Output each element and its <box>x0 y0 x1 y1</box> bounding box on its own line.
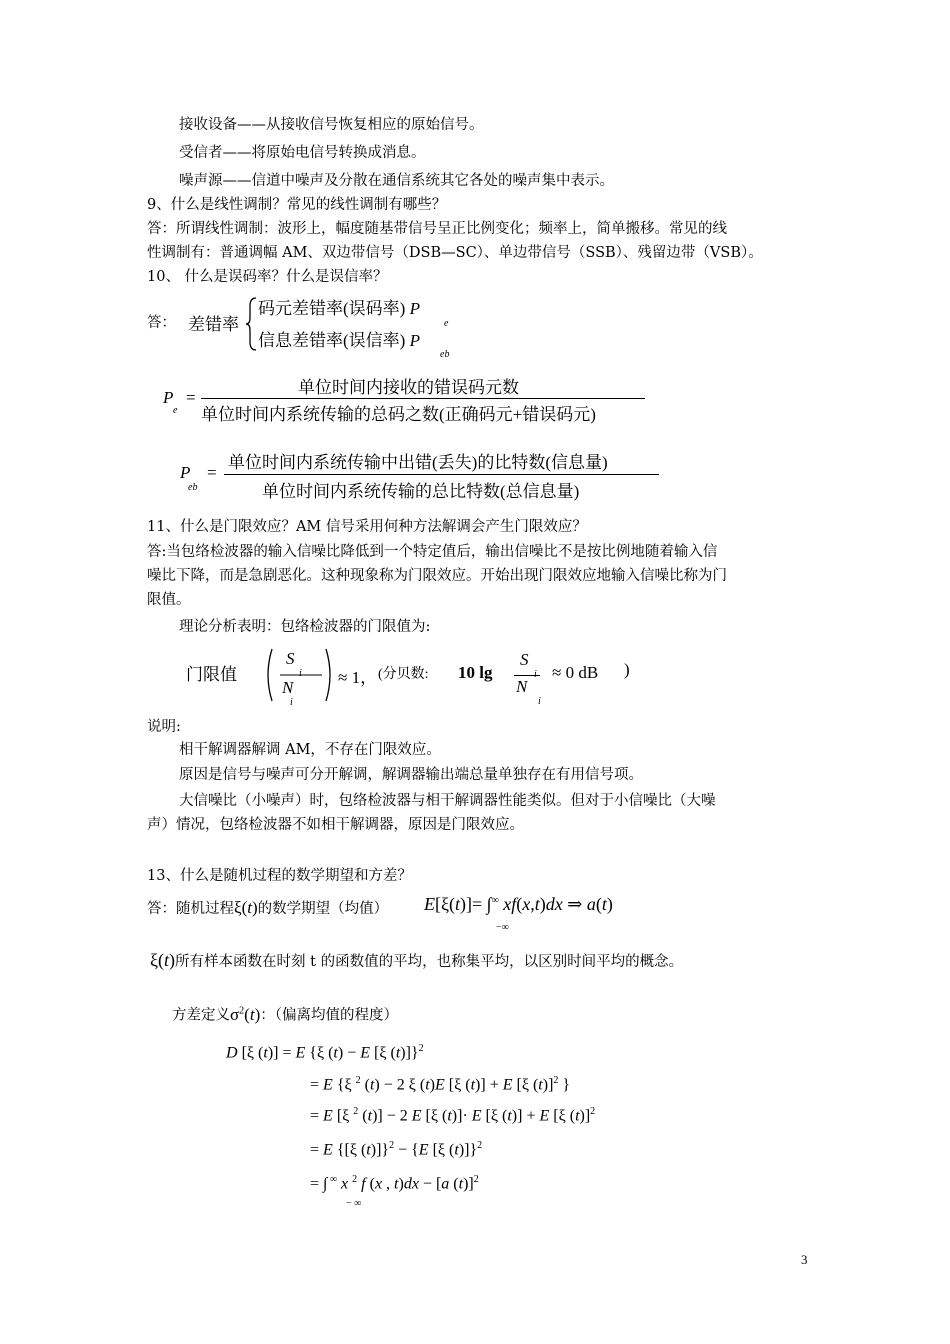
text-line: 原因是信号与噪声可分开解调，解调器输出端总量单独存在有用信号项。 <box>179 767 643 783</box>
db-result: ≈ 0 dB <box>552 663 599 682</box>
text-line: 限值。 <box>147 592 191 608</box>
question-11: 11、什么是门限效应？AM 信号采用何种方法解调会产生门限效应？ <box>147 519 587 535</box>
text-line: 声）情况，包络检波器不如相干解调器，原因是门限效应。 <box>147 817 524 833</box>
text-line: 方差定义$\sigma^2(t)$：（偏离均值的程度） <box>172 1004 398 1024</box>
brace-icon <box>244 296 258 352</box>
variance-line-3: = E [ξ $^2$ (t)] − 2 E [ξ (t)]· E [ξ (t)] + E [ξ (t)]$^2$ <box>310 1106 596 1125</box>
variance-line-5: = ∫ ∞ x $^2$ f (x , t)dx − [a (t)]$^2$ <box>310 1174 479 1193</box>
threshold-label: 门限值 <box>186 665 237 684</box>
fraction-bar <box>201 398 645 399</box>
text-line: 答：随机过程ξ(t)的数学期望（均值） <box>147 898 389 917</box>
text-line: 答:当包络检波器的输入信噪比降低到一个特定值后，输出信噪比不是按比例地随着输入信 <box>147 544 718 560</box>
expectation-formula: E[ξ(t)]= ∫∞ xf(x,t)dx ⇒ a(t) <box>424 894 613 914</box>
error-rate-label: 差错率 <box>188 315 239 334</box>
peb-numerator: 单位时间内系统传输中出错(丢失)的比特数(信息量) <box>228 453 608 472</box>
text-line: 接收设备——从接收信号恢复相应的原始信号。 <box>179 117 484 133</box>
variance-line-2: = E {ξ $^2$ (t) − 2 ξ (t)E [ξ (t)] + E [ξ (t)]$^2$ } <box>310 1075 571 1094</box>
pe-numerator: 单位时间内接收的错误码元数 <box>298 378 519 397</box>
pe-symbol: P <box>163 388 174 407</box>
peb-denominator: 单位时间内系统传输的总比特数(总信息量) <box>262 482 580 501</box>
pe-denominator: 单位时间内系统传输的总码之数(正确码元+错误码元) <box>201 405 596 424</box>
info-error-rate: 信息差错率(误信率) P <box>258 331 420 350</box>
text-line: 大信噪比（小噪声）时，包络检波器与相干解调器性能类似。但对于小信噪比（大噪 <box>179 793 716 809</box>
text-line: ξ(t)所有样本函数在时刻 t 的函数值的平均，也称集平均，以区别时间平均的概念。 <box>150 950 684 970</box>
page-number: 3 <box>801 1252 808 1267</box>
question-13: 13、什么是随机过程的数学期望和方差？ <box>147 868 412 884</box>
document-page: 接收设备——从接收信号恢复相应的原始信号。 受信者——将原始电信号转换成消息。 噪声源——信道中噪声及分散在通信系统其它各处的噪声集中表示。 9、什么是线性调制？常见的线性调制有哪些？ 答：所谓线性调制：波形上，幅度随基带信号呈正比例变化；频率上，简单搬移。常见的线 性调制有：普通调幅 AM、双边带信号（DSB—SC）、单边带信号（SSB）、残留边带（VSB）。 10、 什么是误码率？什么是误信率？ 答： 差错率 码元差错率(误码率) P e 信息差错率(误信率) P eb P e = 单位时间内接收的错误码元数 单位时间内系统传输的总码之数(正确码元+错误码元) P eb = 单位时间内系统传输中出错(丢失)的比特数(信息量) 单位时间内系统传输的总比特数(总信息量) 11、什么是门限效应？AM 信号采用何种方法解调会产生门限效应？ 答:当包络检波器的输入信噪比降低到一个特定值后，输出信噪比不是按比例地随着输入信 噪比下降，而是急剧恶化。这种现象称为门限效应。开始出现门限效应地输入信噪比称为门 限值。 理论分析表明：包络检波器的门限值为: 门限值 S i N i ≈ 1， (分贝数: 10 lg S i N i ≈ 0 dB ) 说明: 相干解调器解调 AM，不存在门限效应。 原因是信号与噪声可分开解调，解调器输出端总量单独存在有用信号项。 大信噪比（小噪声）时，包络检波器与相干解调器性能类似。但对于小信噪比（大噪 声）情况，包络检波器不如相干解调器，原因是门限效应。 13、什么是随机过程的数学期望和方差？ 答：随机过程ξ(t)的数学期望（均值） E[ξ(t)]= ∫∞ xf(x,t)dx ⇒ a(t) −∞ ξ(t)所有样本函数在时刻 t 的函数值的平均，也称集平均，以区别时间平均的概念。 方差定义$\sigma^2(t)$：（偏离均值的程度） D [ξ (t)] = E {ξ (t) − E [ξ (t)]}$^2$ = E {ξ $^2$ (t) − 2 ξ (t)E [ξ (t)] + E [ξ (t)]$^2$ } = E [ξ $^2$ (t)] − 2 E [ξ (t)]· E [ξ (t)] + E [ξ (t)]$^2$ = E {[ξ (t)]}$^2$ − {E [ξ (t)]}$^2$ = ∫ ∞ x $^2$ f (x , t)dx − [a (t)]$^2$ − ∞ 3 <box>0 0 950 1344</box>
fraction-bar <box>224 474 659 475</box>
symbol-error-rate: 码元差错率(误码率) P <box>258 299 420 318</box>
peb-symbol: P <box>180 463 191 482</box>
db-label: (分贝数: <box>378 667 429 682</box>
note-label: 说明: <box>147 719 181 735</box>
text-line: 性调制有：普通调幅 AM、双边带信号（DSB—SC）、单边带信号（SSB）、残留边带（VSB）。 <box>147 245 763 261</box>
text-line: 理论分析表明：包络检波器的门限值为: <box>179 619 431 635</box>
text-line: 噪声源——信道中噪声及分散在通信系统其它各处的噪声集中表示。 <box>179 173 614 189</box>
variance-line-1: D [ξ (t)] = E {ξ (t) − E [ξ (t)]}$^2$ <box>226 1043 424 1062</box>
approx-one: ≈ 1， <box>338 668 378 687</box>
answer-label: 答： <box>147 315 176 331</box>
text-line: 相干解调器解调 AM，不存在门限效应。 <box>179 742 441 758</box>
db-lg: 10 lg <box>458 663 493 682</box>
question-9: 9、什么是线性调制？常见的线性调制有哪些？ <box>147 197 447 213</box>
text-line: 受信者——将原始电信号转换成消息。 <box>179 145 426 161</box>
text-line: 答：所谓线性调制：波形上，幅度随基带信号呈正比例变化；频率上，简单搬移。常见的线 <box>147 221 727 237</box>
question-10: 10、 什么是误码率？什么是误信率？ <box>147 269 388 285</box>
text-line: 噪比下降，而是急剧恶化。这种现象称为门限效应。开始出现门限效应地输入信噪比称为门 <box>147 568 727 584</box>
variance-line-4: = E {[ξ (t)]}$^2$ − {E [ξ (t)]}$^2$ <box>310 1140 483 1159</box>
